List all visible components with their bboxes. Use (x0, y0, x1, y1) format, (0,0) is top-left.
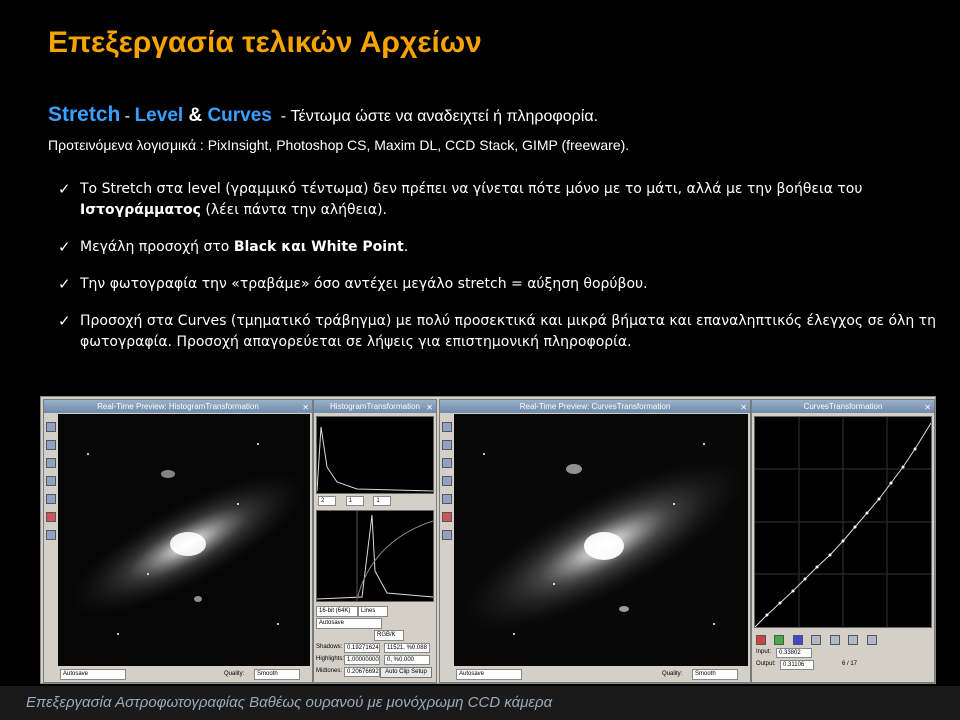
checkmark-icon: ✓ (58, 238, 71, 256)
dash-2: - (271, 108, 291, 125)
preview-window-1 (43, 399, 313, 683)
mask-icon[interactable] (46, 512, 56, 522)
blue-channel-icon[interactable] (793, 635, 803, 645)
input-field[interactable]: 0.33802 (776, 648, 812, 658)
dash-1: - (120, 108, 135, 125)
histogram-window (313, 399, 437, 683)
galaxy-image-2[interactable] (454, 414, 748, 666)
preview-2-statusbar (440, 667, 750, 681)
close-icon[interactable]: ✕ (924, 403, 931, 412)
auto-clip-setup-button[interactable]: Auto Clip Setup (380, 667, 432, 678)
histogram-plot-top[interactable] (316, 416, 434, 494)
bullet-1-bold: Ιστογράμματος (80, 202, 201, 218)
curves-keyword: Curves (207, 105, 272, 126)
zoom-in-icon[interactable] (46, 422, 56, 432)
histogram-curve-top (317, 417, 433, 493)
preview-1-statusbar (44, 667, 312, 681)
alpha-channel-icon[interactable] (830, 635, 840, 645)
readout-icon[interactable] (46, 494, 56, 504)
bullet-item (58, 311, 938, 353)
histogram-plot-bottom[interactable] (316, 510, 434, 602)
software-screenshot (40, 396, 936, 684)
curves-window (751, 399, 935, 683)
stretch-keyword: Stretch (48, 103, 121, 126)
bullet-2-text: Μεγάλη προσοχή στο (80, 239, 234, 255)
footer-text: Επεξεργασία Αστροφωτογραφίας Βαθέως ουρανού με μονόχρωμη CCD κάμερα (26, 694, 553, 711)
preview-1-title: Real-Time Preview: HistogramTransformation (97, 402, 259, 411)
green-channel-icon[interactable] (774, 635, 784, 645)
galaxy-graphic (58, 414, 310, 666)
zoom-z-field[interactable]: 1 (373, 496, 391, 506)
bullet-item (58, 179, 938, 221)
subheading (48, 103, 598, 127)
histogram-title: HistogramTransformation (330, 402, 420, 411)
autosave-select-2[interactable]: Autosave (456, 669, 522, 680)
shadows-label: Shadows: (316, 644, 343, 650)
quality-label: Quality: (224, 671, 245, 677)
highlights-label: Highlights: (316, 656, 345, 662)
shadows-count: 11521, %0.088 (384, 643, 430, 653)
curves-plot[interactable] (754, 416, 932, 628)
preview-2-titlebar (440, 400, 750, 413)
midtones-field[interactable]: 0.20676692 (344, 667, 380, 677)
footer-bar (0, 686, 960, 720)
preview-1-titlebar (44, 400, 312, 413)
bitdepth-select[interactable]: 16-bit (64K) (316, 606, 358, 617)
zoom-control-row (318, 496, 391, 506)
close-icon[interactable]: ✕ (302, 403, 309, 412)
curves-graph (755, 417, 931, 627)
bullet-1-text: Το Stretch στα level (γραμμικό τέντωμα) δεν πρέπει να γίνεται πότε μόνο με το μάτι, αλλά με την βοήθεια του (80, 181, 863, 197)
mask-icon[interactable] (442, 512, 452, 522)
subheading-description: Τέντωμα ώστε να αναδειχτεί ή πληροφορία. (290, 108, 599, 125)
output-field[interactable]: 0.31106 (780, 660, 814, 670)
zoom-x-field[interactable]: 2 (318, 496, 336, 506)
point-index: 6 / 17 (842, 661, 858, 667)
highlights-field[interactable]: 1.00000000 (344, 655, 380, 665)
bullet-4-text: Προσοχή στα Curves (τμηματικό τράβηγμα) με πολύ προσεκτικά και μικρά βήματα και επαναληπτικός έλεγχος σε όλη τη φωτογραφία. Προσοχή απαγορεύεται σε λήψεις για επιστημονική πληροφορία. (80, 313, 936, 350)
bullet-item (58, 237, 938, 258)
checkmark-icon: ✓ (58, 180, 71, 198)
preview-window-2 (439, 399, 751, 683)
close-icon[interactable]: ✕ (426, 403, 433, 412)
autosave-select[interactable]: Autosave (60, 669, 126, 680)
curves-channel-buttons (756, 632, 881, 650)
fit-icon[interactable] (442, 458, 452, 468)
bullet-item (58, 274, 938, 295)
slide-title: Επεξεργασία τελικών Αρχείων (48, 26, 482, 59)
lightness-channel-icon[interactable] (848, 635, 858, 645)
highlights-count: 0, %0.000 (384, 655, 430, 665)
histogram-titlebar (314, 400, 436, 413)
zoom-out-icon[interactable] (46, 440, 56, 450)
preview-2-title: Real-Time Preview: CurvesTransformation (519, 402, 671, 411)
histogram-curve-bottom (317, 511, 433, 601)
quality-label-2: Quality: (662, 671, 683, 677)
quality-select[interactable]: Smooth (254, 669, 300, 680)
red-channel-icon[interactable] (756, 635, 766, 645)
bullet-1-end: (λέει πάντα την αλήθεια). (200, 202, 387, 218)
zoom-in-icon[interactable] (442, 422, 452, 432)
saturation-channel-icon[interactable] (867, 635, 877, 645)
preview-2-toolbar (440, 414, 452, 666)
pan-icon[interactable] (46, 476, 56, 486)
channel-icon[interactable] (442, 530, 452, 540)
autosave-select-hist[interactable]: Autosave (316, 618, 382, 629)
zoom-out-icon[interactable] (442, 440, 452, 450)
readout-icon[interactable] (442, 494, 452, 504)
bullet-2-end: . (403, 239, 409, 255)
zoom-y-field[interactable]: 1 (346, 496, 364, 506)
quality-select-2[interactable]: Smooth (692, 669, 738, 680)
channel-select[interactable]: RGB/K (374, 630, 404, 641)
checkmark-icon: ✓ (58, 275, 71, 293)
level-keyword: Level (134, 105, 184, 126)
channel-icon[interactable] (46, 530, 56, 540)
curves-title: CurvesTransformation (803, 402, 883, 411)
shadows-field[interactable]: 0.19271624 (344, 643, 380, 653)
curves-titlebar (752, 400, 934, 413)
galaxy-graphic-2 (454, 414, 748, 666)
bullet-3-text: Την φωτογραφία την «τραβάμε» όσο αντέχει μεγάλο stretch = αύξηση θορύβου. (80, 276, 648, 292)
output-label: Output: (756, 661, 776, 667)
bullet-2-bold: Black και White Point (233, 239, 404, 255)
input-label: Input: (756, 649, 772, 655)
graph-style-select[interactable]: Lines (358, 606, 388, 617)
midtones-label: Midtones: (316, 668, 343, 674)
bullet-list (58, 179, 938, 369)
fit-icon[interactable] (46, 458, 56, 468)
ampersand: & (183, 105, 208, 126)
software-line: Προτεινόμενα λογισμικά : PixInsight, Photoshop CS, Maxim DL, CCD Stack, GIMP (freeware). (48, 137, 630, 153)
close-icon[interactable]: ✕ (740, 403, 747, 412)
galaxy-image-1[interactable] (58, 414, 310, 666)
pan-icon[interactable] (442, 476, 452, 486)
checkmark-icon: ✓ (58, 312, 71, 330)
preview-1-toolbar (44, 414, 56, 666)
rgbk-channel-icon[interactable] (811, 635, 821, 645)
